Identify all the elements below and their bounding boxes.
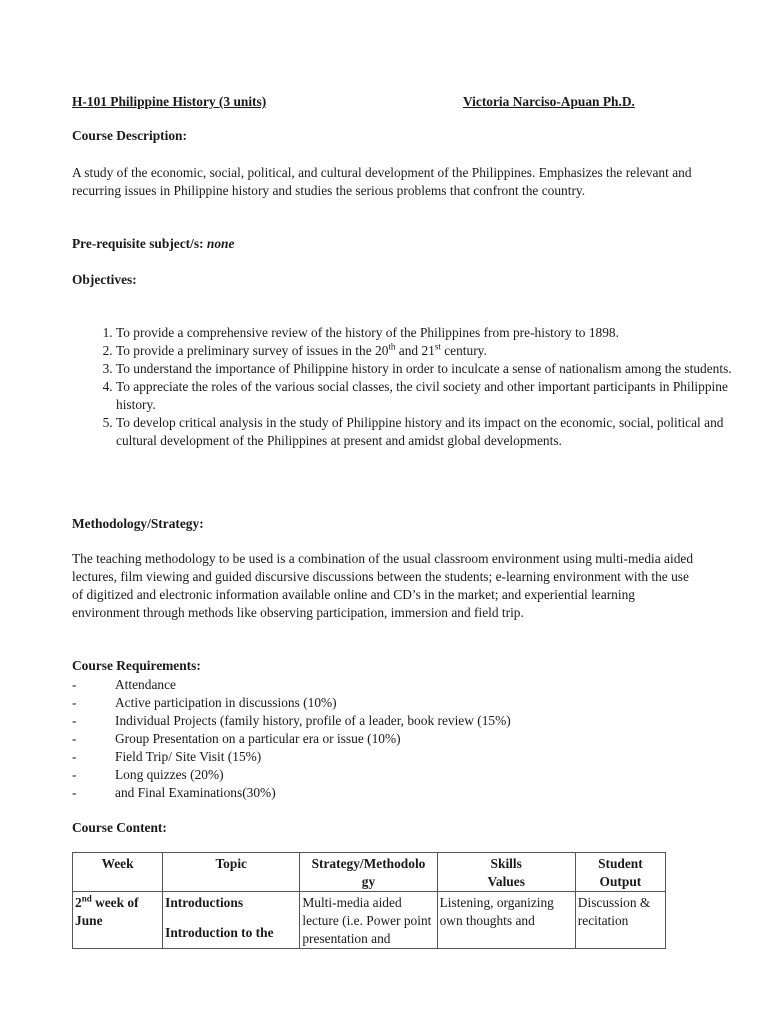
objective-item: 5. To develop critical analysis in the study of Philippine history and its impact on the economic, social, political and cultural development of the Philippines at present and amidst global developments. bbox=[116, 414, 746, 450]
methodology-text: The teaching methodology to be used is a combination of the usual classroom environment using multi-media aided lectures, film viewing and guided discursive discussions between the students; e-learning environment with the use of digitized and electronic information available online and CD’s in the market; and experiential learning environment through methods like observing participation, immersion and field trip. bbox=[72, 551, 694, 620]
course-title: H-101 Philippine History (3 units) bbox=[72, 94, 267, 109]
output-cell: Discussion & recitation bbox=[575, 892, 665, 949]
column-header-topic: Topic bbox=[163, 853, 300, 892]
column-header-week: Week bbox=[73, 853, 163, 892]
table-row bbox=[73, 892, 666, 949]
objective-item: 1. To provide a comprehensive review of the history of the Philippines from pre-history to 1898. bbox=[116, 324, 746, 342]
course-content-heading: Course Content: bbox=[72, 820, 167, 835]
list-item: - Group Presentation on a particular era or issue (10%) bbox=[72, 731, 401, 746]
objectives-heading: Objectives: bbox=[72, 272, 137, 287]
prerequisite-label: Pre-requisite subject/s: bbox=[72, 236, 204, 251]
list-item: - Attendance bbox=[72, 677, 176, 692]
prerequisite-value: none bbox=[206, 236, 235, 251]
prerequisite-line bbox=[72, 236, 234, 252]
course-content-table bbox=[72, 852, 666, 949]
instructor-name: Victoria Narciso-Apuan Ph.D. bbox=[463, 94, 635, 109]
requirements-list bbox=[72, 676, 702, 802]
requirements-heading: Course Requirements: bbox=[72, 658, 201, 673]
methodology-heading: Methodology/Strategy: bbox=[72, 516, 204, 531]
objective-item: 3. To understand the importance of Philippine history in order to inculcate a sense of nationalism among the students. bbox=[116, 360, 746, 378]
skills-cell: Listening, organizing own thoughts and bbox=[437, 892, 575, 949]
column-header-output: Student Output bbox=[575, 853, 665, 892]
week-cell: 2nd week of June bbox=[73, 892, 163, 949]
column-header-skills: Skills Values bbox=[437, 853, 575, 892]
course-description-heading: Course Description: bbox=[72, 128, 187, 143]
list-item: - and Final Examinations(30%) bbox=[72, 785, 276, 800]
table-header-row bbox=[73, 853, 666, 892]
list-item: - Active participation in discussions (10%) bbox=[72, 695, 337, 710]
objective-item: 2. To provide a preliminary survey of issues in the 20th and 21st century. bbox=[116, 342, 746, 360]
list-item: - Field Trip/ Site Visit (15%) bbox=[72, 749, 262, 764]
objective-item: 4. To appreciate the roles of the various social classes, the civil society and other important participants in Philippine history. bbox=[116, 378, 746, 414]
column-header-strategy: Strategy/Methodolo gy bbox=[300, 853, 437, 892]
list-item: - Individual Projects (family history, profile of a leader, book review (15%) bbox=[72, 713, 511, 728]
list-item: - Long quizzes (20%) bbox=[72, 767, 224, 782]
strategy-cell: Multi-media aided lecture (i.e. Power point presentation and bbox=[300, 892, 437, 949]
course-description-text: A study of the economic, social, political, and cultural development of the Philippines. Emphasizes the relevant and recurring issues in Philippine history and studies the serious problems that confront the country. bbox=[72, 165, 692, 198]
topic-cell: Introductions Introduction to the bbox=[163, 892, 300, 949]
objectives-list bbox=[72, 324, 746, 450]
